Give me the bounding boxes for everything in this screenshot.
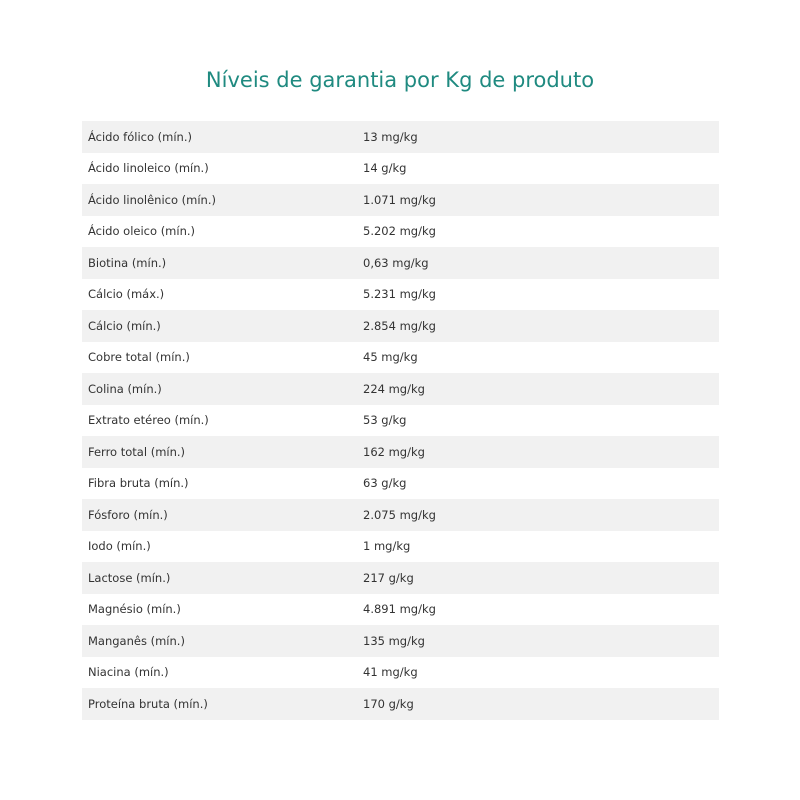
table-row bbox=[82, 153, 719, 185]
nutrient-value: 5.202 mg/kg bbox=[363, 224, 436, 239]
table-row bbox=[82, 594, 719, 626]
nutrient-name: Iodo (mín.) bbox=[88, 539, 151, 554]
nutrient-name: Magnésio (mín.) bbox=[88, 602, 181, 617]
table-row bbox=[82, 279, 719, 311]
nutrient-value: 1.071 mg/kg bbox=[363, 192, 436, 207]
nutrient-value: 224 mg/kg bbox=[363, 381, 425, 396]
table-row bbox=[82, 373, 719, 405]
nutrient-name: Ácido linoleico (mín.) bbox=[88, 161, 209, 176]
nutrient-value: 170 g/kg bbox=[363, 696, 414, 711]
nutrient-value: 1 mg/kg bbox=[363, 539, 411, 554]
table-row bbox=[82, 657, 719, 689]
nutrient-name: Manganês (mín.) bbox=[88, 633, 185, 648]
nutrient-value: 217 g/kg bbox=[363, 570, 414, 585]
nutrient-value: 53 g/kg bbox=[363, 413, 407, 428]
nutrient-value: 5.231 mg/kg bbox=[363, 287, 436, 302]
table-row bbox=[82, 310, 719, 342]
nutrient-name: Extrato etéreo (mín.) bbox=[88, 413, 209, 428]
nutrient-value: 41 mg/kg bbox=[363, 665, 418, 680]
nutrient-name: Cálcio (mín.) bbox=[88, 318, 161, 333]
nutrient-value: 135 mg/kg bbox=[363, 633, 425, 648]
table-row bbox=[82, 184, 719, 216]
table-row bbox=[82, 468, 719, 500]
nutrient-value: 162 mg/kg bbox=[363, 444, 425, 459]
table-row bbox=[82, 436, 719, 468]
table-row bbox=[82, 499, 719, 531]
table-row bbox=[82, 342, 719, 374]
table-row bbox=[82, 688, 719, 720]
nutrient-value: 2.075 mg/kg bbox=[363, 507, 436, 522]
table-row bbox=[82, 625, 719, 657]
table-row bbox=[82, 247, 719, 279]
nutrient-name: Cálcio (máx.) bbox=[88, 287, 165, 302]
nutrient-name: Fósforo (mín.) bbox=[88, 507, 168, 522]
nutrient-name: Proteína bruta (mín.) bbox=[88, 696, 208, 711]
page-title: Níveis de garantia por Kg de produto bbox=[205, 68, 595, 92]
nutrient-name: Colina (mín.) bbox=[88, 381, 162, 396]
table-row bbox=[82, 531, 719, 563]
nutrient-name: Ácido oleico (mín.) bbox=[88, 224, 196, 239]
nutrient-value: 2.854 mg/kg bbox=[363, 318, 436, 333]
nutrient-value: 45 mg/kg bbox=[363, 350, 418, 365]
table-row bbox=[82, 216, 719, 248]
table-row bbox=[82, 121, 719, 153]
nutrient-name: Fibra bruta (mín.) bbox=[88, 476, 189, 491]
nutrient-name: Ferro total (mín.) bbox=[88, 444, 186, 459]
nutrient-value: 14 g/kg bbox=[363, 161, 407, 176]
nutrient-name: Biotina (mín.) bbox=[88, 255, 167, 270]
nutrient-name: Ácido linolênico (mín.) bbox=[88, 192, 216, 207]
nutrient-value: 0,63 mg/kg bbox=[363, 255, 429, 270]
nutrient-value: 63 g/kg bbox=[363, 476, 407, 491]
nutrient-name: Niacina (mín.) bbox=[88, 665, 169, 680]
table-row bbox=[82, 562, 719, 594]
nutrient-name: Cobre total (mín.) bbox=[88, 350, 190, 365]
table-row bbox=[82, 405, 719, 437]
nutrient-value: 13 mg/kg bbox=[363, 129, 418, 144]
nutrient-value: 4.891 mg/kg bbox=[363, 602, 436, 617]
guarantee-levels-table bbox=[82, 121, 719, 720]
nutrient-name: Ácido fólico (mín.) bbox=[88, 129, 192, 144]
nutrient-name: Lactose (mín.) bbox=[88, 570, 171, 585]
